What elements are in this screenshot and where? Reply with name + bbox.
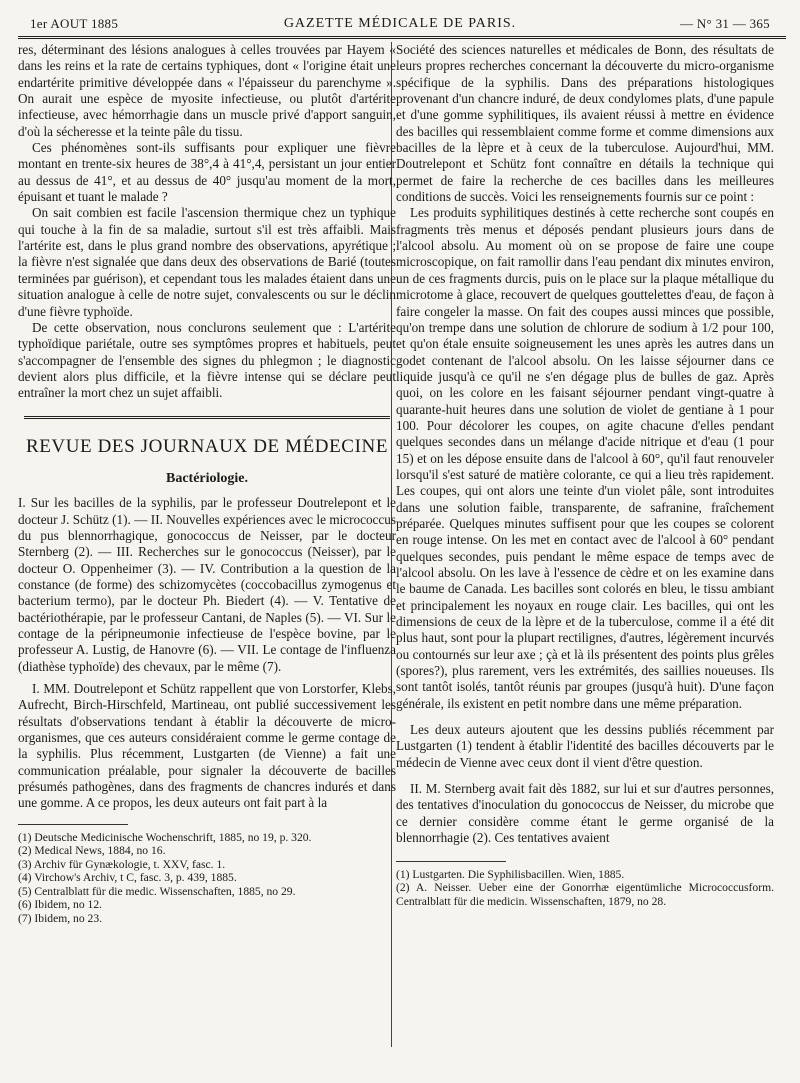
right-column: [396, 42, 774, 908]
left-column: [18, 42, 396, 925]
section-title: REVUE DES JOURNAUX DE MÉDECINE: [25, 435, 389, 457]
footnote: (1) Deutsche Medicinische Wochenschrift, 1885, no 19, p. 320.: [18, 830, 312, 844]
footnote-rule: [396, 861, 506, 862]
paragraph: res, déterminant des lésions analogues à celles trouvées par Hayem « dans les reins et la rate de certains typhiques, dont « l'origine était une endartérite primitive développée dans « l'épaisseur du parenchyme ». On aurait une espèce de myosite infectieuse, ou plutôt d'artérite infectieuse, avec hémorrhagie dans un muscle privé d'apport sanguin, d'où la sécheresse et la teinte pâle du tissu.: [18, 42, 396, 139]
section-rule: [24, 416, 390, 419]
section-subtitle: Bactériologie.: [165, 470, 249, 486]
footnote: (2) A. Neisser. Ueber eine der Gonorrhæ eigentümliche Micrococcusform. Centralblatt für die medicin. Wissenschaften, 1879, no 28.: [396, 881, 774, 908]
issue-date: 1er AOUT 1885: [30, 16, 119, 31]
footnotes: [396, 868, 774, 909]
footnote: (2) Medical News, 1884, no 16.: [18, 844, 166, 858]
article-list: I. Sur les bacilles de la syphilis, par le professeur Doutrelepont et le docteur J. Schütz (1). — II. Nouvelles expériences avec le micrococcus du pus blennorrhagique, gonococcus de Neisser, par le docteur Sternberg (2). — III. Recherches sur le gonococcus (Neisser), par le docteur O. Oppenheimer (3). — IV. Contribution a la question de la constance (de forme) des schizomycètes (coccobacillus zymogenus et bacterium termo), par le docteur Ph. Biedert (4). — V. Tentative de bactériothérapie, par le professeur Cantani, de Naples (5). — VI. Sur le contage de la péripneumonie infectieuse de l'espèce bovine, par le professeur A. Lustig, de Hanovre (6). — VII. Le contage de l'influenza (diathèse typhoïde) des chevaux, par le même (7).: [18, 495, 396, 674]
journal-title: GAZETTE MÉDICALE DE PARIS.: [283, 16, 517, 31]
paragraph: Les produits syphilitiques destinés à cette recherche sont coupés en fragments très menus et déposés pendant plusieurs jours dans de l'alcool absolu. Au moment où on se propose de faire une coupe microscopique, on fait ramollir dans l'eau pendant dix minutes environ, un de ces fragments durcis, puis on le place sur la plaque métallique du microtome à glace, recouvert de quelques gouttelettes d'eau, de façon à faire congeler la masse. On fait des coupes aussi minces que possible, qu'on trempe dans une solution de chlorure de sodium à 1/2 pour 100, et qu'on étale ensuite soigneusement les unes après les autres dans un godet contenant de l'alcool absolu. On les laisse séjourner dans ce liquide jusqu'à ce qu'il ne s'en dégage plus de bulles de gaz. Après quoi, on les colore en les faisant séjourner pendant vingt-quatre à quarante-huit heures dans une solution de violet de gentiane à 1 pour 100. Pour décolorer les coupes, on agite chacune d'elles pendant quelques secondes dans un mélange d'acide nitrique et d'eau (1 pour 15) et on les dépose ensuite dans de l'alcool à 60°, qu'il faut renouveler lorsqu'il s'est saturé de matière colorante, ce qui a lieu très rapidement. Les coupes, qui ont alors une teinte d'un violet pâle, sont introduites dans une solution faible, transparente, de safranine, fraîchement préparée. Quelques minutes suffisent pour que les coupes se colorent en rouge intense. On les met en contact avec de l'alcool à 60° pendant quelques secondes, puis pendant le même espace de temps avec de l'alcool absolu. On les lave à l'essence de cèdre et on les examine dans le baume de Canada. Les bacilles sont colorés en bleu, le tissu ambiant et principalement les noyaux en rouge clair. Les bacilles, qui ont les dimensions de ceux de la lèpre et de la tuberculose, comme il a été dit plus haut, sont pour la plupart rectilignes, d'autres, légèrement incurvés ou contournés sur leur axe ; çà et là ils présentent des points plus grêles (spores?), plus rarement, vers les extrémités, des saillies noueuses. Ils sont tantôt isolés, tantôt réunis par groupes (jusqu'à huit). D'une façon générale, ils existent en petit nombre dans une même préparation.: [396, 205, 774, 711]
paragraph: Les deux auteurs ajoutent que les dessins publiés récemment par Lustgarten (1) tendent à établir l'identité des bacilles découverts par le médecin de Vienne avec ceux dont il vient d'être question.: [396, 722, 774, 770]
footnote: (6) Ibidem, no 12.: [18, 898, 103, 912]
running-head: [30, 12, 770, 34]
paragraph: Ces phénomènes sont-ils suffisants pour expliquer une fièvre montant en trente-six heures de 38°,4 à 41°,4, persistant un jour entier au dessus de 41°, et au dessus de 40° jusqu'au moment de la mort, épuisant et tuant le malade ?: [18, 140, 396, 205]
footnote: (5) Centralblatt für die medic. Wissenschaften, 1885, no 29.: [18, 884, 296, 898]
footnote-rule: [18, 824, 128, 825]
header-rule: [18, 36, 786, 39]
paragraph: On sait combien est facile l'ascension thermique chez un typhique qui touche à la fin de sa maladie, surtout s'il est très affaibli. Mais l'artérite est, dans le plus grand nombre des observations, apyrétique ; la fièvre n'est signalée que dans deux des observations de Barié (toutes terminées par guérison), et cependant tous les malades étaient dans une situation analogue à celle de notre sujet, convalescents ou sur le déclin d'une fièvre typhoïde.: [18, 205, 396, 319]
footnote: (4) Virchow's Archiv, t C, fasc. 3, p. 439, 1885.: [18, 871, 237, 885]
paragraph: Société des sciences naturelles et médicales de Bonn, des résultats de leurs propres recherches concernant la découverte du micro-organisme spécifique de la syphilis. Dans des préparations histologiques provenant d'un chancre induré, de deux condylomes plats, d'une papule et d'une gomme syphilitiques, ils avaient réussi à mettre en évidence des bacilles qui ressemblaient comme forme et comme dimensions aux bacilles de la lèpre et à ceux de la tuberculose. Aujourd'hui, MM. Doutrelepont et Schütz font connaître en détails la technique qui permet de faire la recherche de ces bacilles dans les meilleures conditions de succès. Voici les renseignements fournis sur ce point :: [396, 42, 774, 205]
footnote: (1) Lustgarten. Die Syphilisbacillen. Wien, 1885.: [396, 867, 625, 881]
paragraph: II. M. Sternberg avait fait dès 1882, sur lui et sur d'autres personnes, des tentatives d'inoculation du gonococcus de Neisser, du microbe que ce dernier considère comme étant le germe organisé de la blennorrhagie (2). Ces tentatives avaient: [396, 781, 774, 846]
footnotes: [18, 831, 396, 926]
footnote: (7) Ibidem, no 23.: [18, 911, 103, 925]
paragraph: De cette observation, nous conclurons seulement que : L'artérite typhoïdique pariétale, outre ses symptômes propres et habituels, peut s'accompagner de l'ensemble des signes du phlegmon ; le diagnostic devient alors plus difficile, et la fièvre intense qui se déclare peut entraîner la mort chez un sujet affaibli.: [18, 319, 396, 401]
paragraph: I. MM. Doutrelepont et Schütz rappellent que von Lorstorfer, Klebs, Aufrecht, Birch-Hirschfeld, Martineau, ont publié successivement les résultats d'observations tendant à établir la découverte de micro-organismes, que ces auteurs considéraient comme le germe contage de la syphilis. Plus récemment, Lustgarten (de Vienne) a fait une communication préalable, pour signaler la découverte de bacilles présumés pathogènes, dans des fragments de chancres indurés et dans une gomme. A ce propos, les deux auteurs ont fait part à la: [18, 681, 396, 811]
footnote: (3) Archiv für Gynækologie, t. XXV, fasc. 1.: [18, 857, 226, 871]
issue-page-number: — N° 31 — 365: [680, 16, 770, 31]
